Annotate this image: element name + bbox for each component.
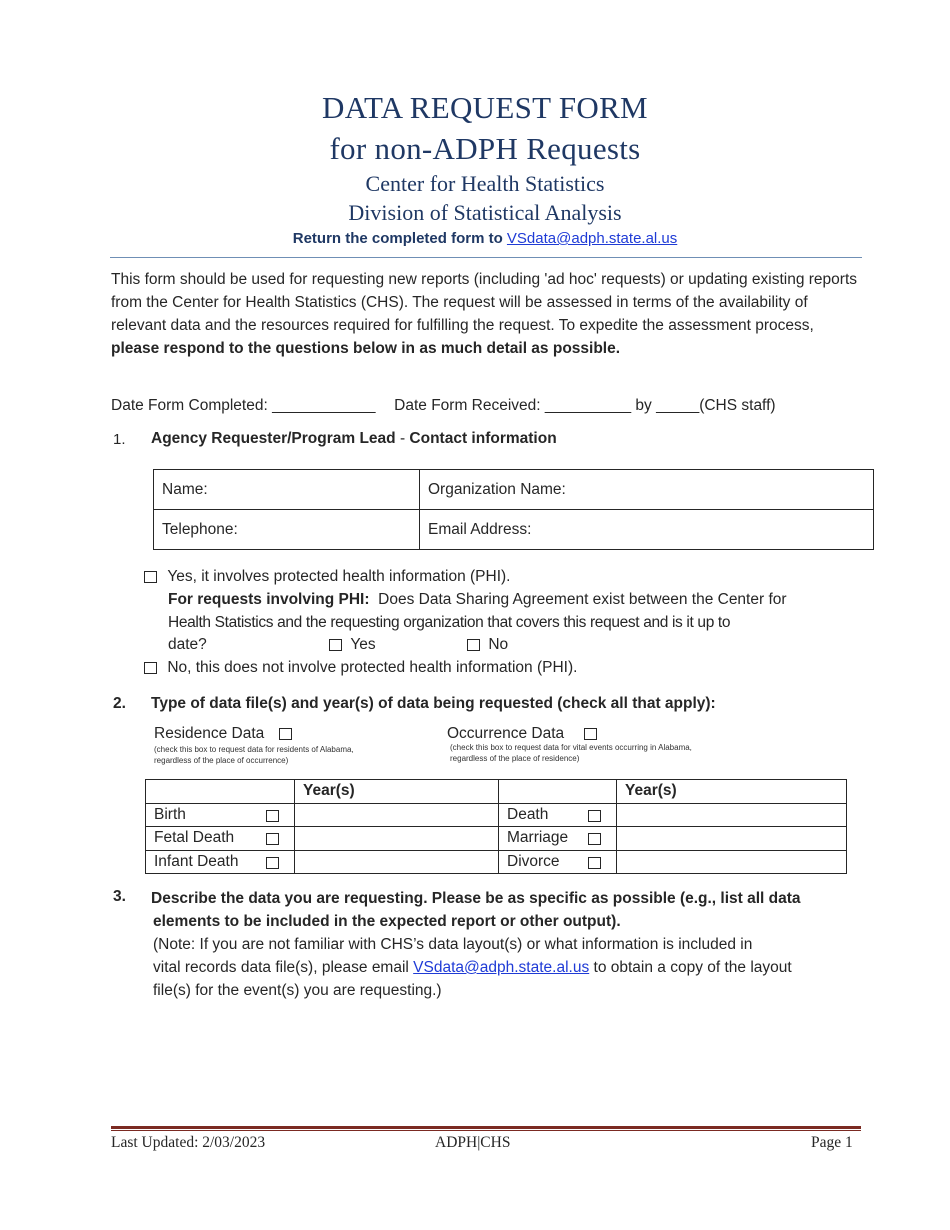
dsa-yes-label: Yes (350, 636, 376, 653)
phi-question-line3: date? (168, 636, 207, 653)
residence-data-option (154, 725, 292, 743)
section3-content (151, 887, 871, 1002)
occurrence-data-note (450, 742, 692, 764)
fetal-death-label: Fetal Death (154, 829, 235, 847)
subtitle-center: Center for Health Statistics (365, 171, 605, 196)
birth-label: Birth (154, 805, 186, 823)
dsa-yes-option (329, 634, 376, 657)
divorce-checkbox[interactable] (588, 857, 601, 869)
table-row (154, 470, 874, 510)
year-header-left: Year(s) (295, 780, 499, 804)
date-completed-field[interactable]: Date Form Completed: ____________ (111, 397, 376, 414)
phi-dsa-question (168, 589, 868, 634)
fetal-death-cell (146, 827, 295, 851)
form-title: DATA REQUEST FORM (322, 90, 648, 125)
death-label: Death (507, 805, 549, 823)
section3-note-line3: file(s) for the event(s) you are requesting.) (153, 982, 442, 999)
section2-number: 2. (113, 695, 126, 712)
section3-number: 3. (113, 888, 126, 905)
birth-cell (146, 803, 295, 827)
date-fields (111, 397, 871, 415)
telephone-field[interactable]: Telephone: (154, 510, 420, 550)
marriage-years-input[interactable] (617, 827, 847, 851)
residence-note-line1: (check this box to request data for residents of Alabama, (154, 745, 354, 754)
occurrence-note-line1: (check this box to request data for vital events occurring in Alabama, (450, 743, 692, 752)
section2-heading: Type of data file(s) and year(s) of data being requested (check all that apply): (151, 695, 716, 712)
phi-yes-option (144, 566, 511, 589)
section3-note-line2 (151, 956, 871, 979)
date-received-field[interactable]: Date Form Received: __________ by _____(CHS staff) (394, 397, 776, 414)
footer-center-label: ADPH|CHS (435, 1134, 511, 1151)
fetal-death-checkbox[interactable] (266, 833, 279, 845)
section3-heading-line2: elements to be included in the expected report or other output). (153, 913, 621, 930)
year-header-right: Year(s) (617, 780, 847, 804)
infant-death-cell (146, 850, 295, 874)
header-blank-left (146, 780, 295, 804)
occurrence-data-label: Occurrence Data (447, 725, 565, 742)
residence-note-line2: regardless of the place of occurrence) (154, 756, 289, 765)
intro-text: This form should be used for requesting new reports (including 'ad hoc' requests) or updating existing reports from the Center for Health Statistics (CHS). The request will be assessed in terms of the availability of relevant data and the resources required for fulfilling the request. To expedite the assessment process, (111, 271, 858, 334)
residence-data-note (154, 744, 354, 766)
residence-data-checkbox[interactable] (279, 728, 292, 740)
occurrence-note-line2: regardless of the place of residence) (450, 754, 580, 763)
section1-heading-main: Agency Requester/Program Lead (151, 430, 396, 447)
contact-info-table (153, 469, 874, 550)
birth-years-input[interactable] (295, 803, 499, 827)
return-instruction (0, 230, 950, 247)
phi-yes-checkbox[interactable] (144, 571, 157, 583)
section1-heading (151, 430, 557, 448)
infant-death-label: Infant Death (154, 852, 239, 870)
table-row (154, 510, 874, 550)
return-text: Return the completed form to (292, 230, 507, 247)
fetal-death-years-input[interactable] (295, 827, 499, 851)
intro-bold-text: please respond to the questions below in as much detail as possible. (111, 340, 621, 357)
phi-question-line1: Does Data Sharing Agreement exist between the Center for (369, 591, 787, 608)
divorce-cell (499, 850, 617, 874)
marriage-label: Marriage (507, 829, 569, 847)
phi-yes-label: Yes, it involves protected health information (PHI). (167, 568, 511, 585)
birth-checkbox[interactable] (266, 810, 279, 822)
marriage-cell (499, 827, 617, 851)
footer-page-number: Page 1 (811, 1134, 853, 1151)
email-address-field[interactable]: Email Address: (420, 510, 874, 550)
occurrence-data-checkbox[interactable] (584, 728, 597, 740)
organization-name-field[interactable]: Organization Name: (420, 470, 874, 510)
death-cell (499, 803, 617, 827)
footer-last-updated: Last Updated: 2/03/2023 (111, 1134, 266, 1151)
table-row (146, 850, 847, 874)
phi-question-line2: Health Statistics and the requesting organization that covers this request and is it up to (168, 613, 731, 631)
note-suffix: to obtain a copy of the layout (589, 959, 792, 976)
intro-paragraph (111, 268, 861, 360)
section3-heading-line1: Describe the data you are requesting. Please be as specific as possible (e.g., list all data (151, 890, 801, 907)
section1-number: 1. (113, 431, 126, 448)
occurrence-data-option (447, 725, 597, 743)
divorce-label: Divorce (507, 852, 560, 870)
phi-question-bold: For requests involving PHI: (168, 591, 370, 608)
infant-death-years-input[interactable] (295, 850, 499, 874)
phi-no-option (144, 657, 577, 680)
header-blank-right (499, 780, 617, 804)
phi-no-checkbox[interactable] (144, 662, 157, 674)
note-prefix: vital records data file(s), please email (153, 959, 414, 976)
table-row (146, 803, 847, 827)
data-type-table (145, 779, 847, 874)
dsa-no-option (467, 634, 508, 657)
header-divider (110, 257, 862, 258)
table-row (146, 827, 847, 851)
section1-heading-suffix: Contact information (409, 430, 557, 447)
death-years-input[interactable] (617, 803, 847, 827)
dsa-no-checkbox[interactable] (467, 639, 480, 651)
dsa-no-label: No (488, 636, 509, 653)
phi-no-label: No, this does not involve protected health information (PHI). (167, 659, 578, 676)
marriage-checkbox[interactable] (588, 833, 601, 845)
return-email-link[interactable]: VSdata@adph.state.al.us (506, 230, 678, 247)
section1-heading-separator: - (395, 430, 410, 447)
name-field[interactable]: Name: (154, 470, 420, 510)
infant-death-checkbox[interactable] (266, 857, 279, 869)
note-email-link[interactable]: VSdata@adph.state.al.us (413, 959, 590, 976)
residence-data-label: Residence Data (154, 725, 265, 742)
footer-divider-thin (111, 1130, 861, 1131)
footer-divider-thick (111, 1126, 861, 1129)
subtitle-division: Division of Statistical Analysis (348, 200, 622, 225)
table-header-row (146, 780, 847, 804)
death-checkbox[interactable] (588, 810, 601, 822)
divorce-years-input[interactable] (617, 850, 847, 874)
section3-note-line1: (Note: If you are not familiar with CHS’s data layout(s) or what information is included in (153, 936, 753, 953)
form-title-line2: for non-ADPH Requests (329, 131, 641, 166)
dsa-yes-checkbox[interactable] (329, 639, 342, 651)
